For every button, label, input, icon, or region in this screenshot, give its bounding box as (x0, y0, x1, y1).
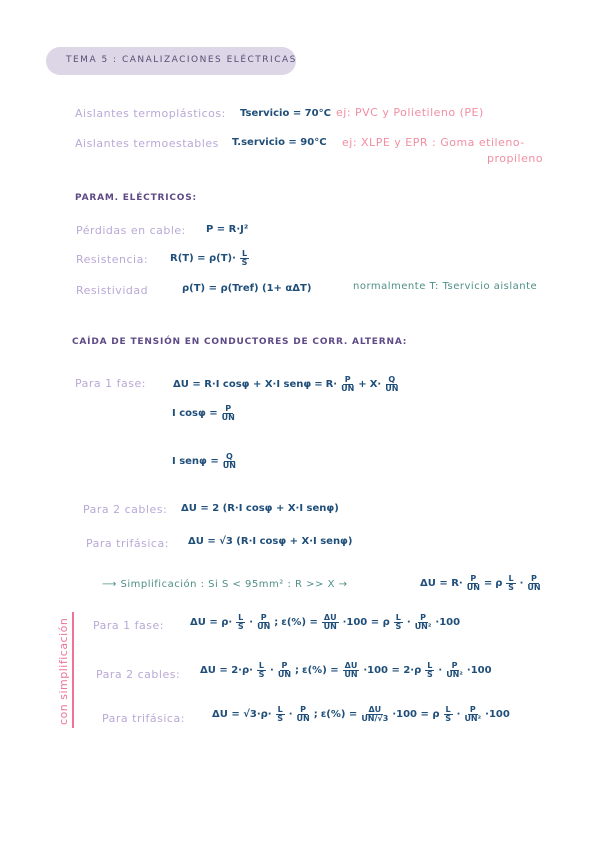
fraction-numerator: P (300, 705, 307, 714)
fraction-denominator: UN² (464, 714, 482, 724)
formula-term: X· (369, 378, 382, 390)
fraction-numerator: P (469, 705, 476, 714)
formula-simplificacion (420, 575, 542, 593)
fraction (343, 662, 360, 680)
formula-term: · (270, 664, 274, 676)
formula-term: ΔU = √3 (R·I cosφ + X·I senφ) (188, 536, 353, 547)
label-termoestables: Aislantes termoestables (75, 137, 219, 150)
fraction (394, 614, 403, 632)
side-accent-line (72, 612, 74, 728)
formula-term: ; (313, 708, 318, 720)
formula-term: ; (295, 664, 300, 676)
formula-term: · (249, 616, 254, 628)
simplificacion-text: ⟶ Simplificación : Si S < 95mm² : R >> X → (102, 579, 348, 590)
fraction-denominator: S (237, 622, 244, 632)
fraction (361, 706, 388, 724)
formula-term: ε(%) = (320, 708, 358, 720)
page-title: TEMA 5 : CANALIZACIONES ELÉCTRICAS (66, 55, 297, 65)
formula-term: ·100 (435, 616, 461, 628)
label-resistividad: Resistividad (76, 284, 149, 297)
example-termoestables: ej: XLPE y EPR : Goma etileno- (342, 136, 525, 149)
formula-term: ΔU = √3·ρ· (212, 708, 272, 720)
formula-term: ΔU = R·I cosφ + X·I senφ (173, 378, 312, 390)
fraction-denominator: UN (323, 622, 337, 632)
fraction (446, 662, 463, 680)
formula-term: P = R·J² (206, 224, 249, 235)
fraction-denominator: UN (385, 384, 399, 394)
formula-perdidas (206, 225, 248, 235)
note-resistividad: normalmente T: Tservicio aislante (353, 281, 538, 292)
example-termoplasticos: ej: PVC y Polietileno (PE) (336, 106, 484, 119)
formula-term: ; (274, 616, 279, 628)
formula-term: ·100 = ρ (342, 616, 390, 628)
fraction (444, 706, 453, 724)
fraction (276, 706, 285, 724)
fraction-numerator: L (238, 613, 244, 622)
formula-term: ε(%) = (302, 664, 339, 676)
fraction-denominator: UN (527, 583, 541, 593)
example-termoestables-cont: propileno (487, 152, 544, 165)
fraction-denominator: UN (296, 714, 310, 724)
caida-heading: CAÍDA DE TENSIÓN EN CONDUCTORES DE CORR. ALTERNA: (72, 337, 408, 347)
formula-1-fase (173, 376, 399, 394)
label-1-fase: Para 1 fase: (75, 377, 146, 390)
fraction-denominator: UN/√3 (361, 714, 389, 724)
formula-term: I cosφ = (172, 407, 218, 419)
fraction (527, 575, 540, 593)
side-label: con simplificación (57, 617, 70, 725)
formula-2-cables (181, 504, 339, 514)
formula-term: R(T) = ρ(T)· (170, 252, 236, 264)
formula-term: · (438, 664, 443, 676)
fraction-numerator: ΔU (368, 705, 382, 714)
formula-term: · (406, 616, 411, 628)
fraction-numerator: L (508, 574, 514, 583)
fraction (467, 575, 480, 593)
fraction (341, 376, 354, 394)
formula-term: · (519, 577, 524, 589)
fraction-numerator: P (420, 613, 426, 622)
formula-isen (172, 453, 237, 471)
fraction-numerator: ΔU (323, 613, 337, 622)
label-trifasica: Para trifásica: (86, 537, 169, 550)
fraction-numerator: Q (388, 375, 396, 384)
fraction-numerator: ΔU (344, 661, 358, 670)
fraction (222, 405, 235, 423)
fraction-numerator: P (260, 613, 267, 622)
fraction-denominator: S (241, 258, 248, 268)
fraction-numerator: Q (225, 452, 233, 461)
formula-term: ·100 (466, 664, 492, 676)
fraction-denominator: UN (341, 384, 355, 394)
formula-term: ρ (495, 577, 503, 589)
fraction-numerator: P (225, 404, 232, 413)
fraction (425, 662, 434, 680)
fraction-denominator: UN² (414, 622, 432, 632)
fraction-denominator: S (445, 714, 451, 724)
fraction-numerator: L (277, 705, 283, 714)
formula-trifasica (188, 537, 352, 547)
fraction-numerator: P (344, 375, 351, 384)
label-simp-trifasica: Para trifásica: (102, 712, 185, 725)
fraction-denominator: UN² (446, 670, 463, 680)
fraction-numerator: P (281, 661, 288, 670)
fraction (223, 453, 236, 471)
fraction-denominator: S (426, 670, 433, 680)
fraction-denominator: UN (344, 670, 358, 680)
label-simp-2-cables: Para 2 cables: (96, 668, 181, 681)
formula-simp-trifasica (212, 706, 510, 724)
fraction (257, 614, 270, 632)
formula-simp-1-fase (190, 614, 460, 632)
fraction (385, 376, 398, 394)
fraction-denominator: UN (221, 413, 235, 423)
fraction (322, 614, 339, 632)
label-perdidas: Pérdidas en cable: (76, 224, 186, 237)
formula-term: = (483, 577, 493, 589)
formula-term: ΔU = 2 (R·I cosφ + X·I senφ) (181, 503, 339, 514)
formula-term: ΔU = ρ· (190, 616, 233, 628)
formula-term: ·100 = 2·ρ (363, 664, 422, 676)
fraction (236, 614, 245, 632)
fraction-numerator: P (531, 574, 537, 583)
fraction (464, 706, 481, 724)
fraction-numerator: L (445, 705, 451, 714)
fraction-numerator: L (427, 661, 433, 670)
formula-term: ΔU = 2·ρ· (200, 664, 253, 676)
fraction-numerator: P (470, 574, 477, 583)
temp-termoestables: T.servicio = 90°C (232, 137, 327, 148)
formula-simp-2-cables (200, 662, 492, 680)
label-2-cables: Para 2 cables: (83, 503, 168, 516)
formula-term: ·100 = ρ (392, 708, 440, 720)
formula-term: ε(%) = (281, 616, 318, 628)
formula-term: = (314, 378, 323, 390)
formula-term: ·100 (485, 708, 510, 720)
param-heading: PARAM. ELÉCTRICOS: (75, 193, 197, 203)
formula-term: · (456, 708, 461, 720)
fraction (506, 575, 515, 593)
label-resistencia: Resistencia: (76, 253, 149, 266)
fraction-denominator: S (258, 670, 265, 680)
fraction (297, 706, 310, 724)
temp-termoplasticos: Tservicio = 70°C (240, 108, 331, 119)
fraction-denominator: UN (466, 583, 480, 593)
fraction-denominator: S (277, 714, 284, 724)
fraction-numerator: P (451, 661, 458, 670)
fraction-numerator: L (258, 661, 265, 670)
formula-term: ΔU = R· (420, 577, 463, 589)
fraction-numerator: L (241, 249, 248, 258)
fraction-denominator: S (508, 583, 514, 593)
fraction-denominator: UN (257, 622, 271, 632)
formula-term: I senφ = (172, 455, 219, 467)
formula-term: + (358, 378, 367, 390)
formula-icos (172, 405, 236, 423)
label-termoplasticos: Aislantes termoplásticos: (75, 107, 226, 120)
fraction-denominator: UN (277, 670, 292, 680)
fraction-denominator: S (395, 622, 402, 632)
fraction-denominator: UN (222, 461, 236, 471)
fraction (278, 662, 291, 680)
formula-resistencia (170, 250, 250, 268)
fraction (257, 662, 266, 680)
formula-resistividad (182, 284, 311, 294)
fraction (240, 250, 249, 268)
formula-term: · (288, 708, 293, 720)
formula-term: ρ(T) = ρ(Tref) (1+ αΔT) (182, 283, 312, 294)
fraction (415, 614, 432, 632)
label-simp-1-fase: Para 1 fase: (93, 619, 164, 632)
formula-term: R· (325, 378, 338, 390)
fraction-numerator: L (395, 613, 401, 622)
